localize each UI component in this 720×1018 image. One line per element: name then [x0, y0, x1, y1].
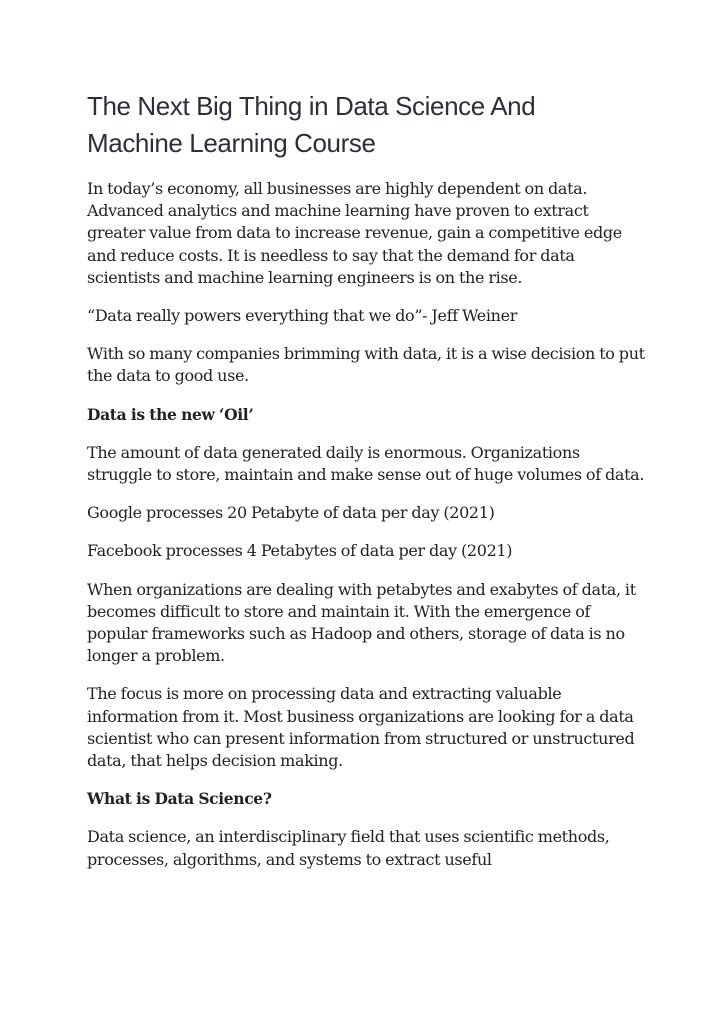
section-heading-data-oil: Data is the new ‘Oil’ [87, 404, 254, 424]
document-title: The Next Big Thing in Data Science And Machine Learning Course [87, 91, 536, 158]
paragraph-petabytes: When organizations are dealing with petabytes and exabytes of data, it becomes difficult to store and maintain it. With the emergence of popular frameworks such as Hadoop and others, storage of data is no longer a problem. [87, 579, 636, 666]
document-page [87, 88, 647, 887]
paragraph-intro: In today’s economy, all businesses are highly dependent on data. Advanced analytics and machine learning have proven to extract greater value from data to increase revenue, gain a competitive edge and reduce costs. It is needless to say that the demand for data scientists and machine learning engineers is on the rise. [87, 179, 622, 287]
quote-paragraph: “Data really powers everything that we do”- Jeff Weiner [87, 306, 518, 326]
section-heading-what-is-ds: What is Data Science? [87, 789, 272, 809]
paragraph-wise-decision: With so many companies brimming with data, it is a wise decision to put the data to good use. [87, 344, 645, 386]
paragraph-ds-definition: Data science, an interdisciplinary field that uses scientific methods, processes, algorithms, and systems to extract useful [87, 827, 610, 869]
paragraph-data-volume: The amount of data generated daily is enormous. Organizations struggle to store, maintain and make sense out of huge volumes of data. [87, 442, 645, 485]
paragraph-facebook-stat: Facebook processes 4 Petabytes of data per day (2021) [87, 541, 513, 561]
paragraph-focus: The focus is more on processing data and extracting valuable information from it. Most business organizations are looking for a data scientist who can present information from structured or unstructured data, that helps decision making. [87, 684, 635, 771]
paragraph-google-stat: Google processes 20 Petabyte of data per day (2021) [87, 503, 495, 523]
